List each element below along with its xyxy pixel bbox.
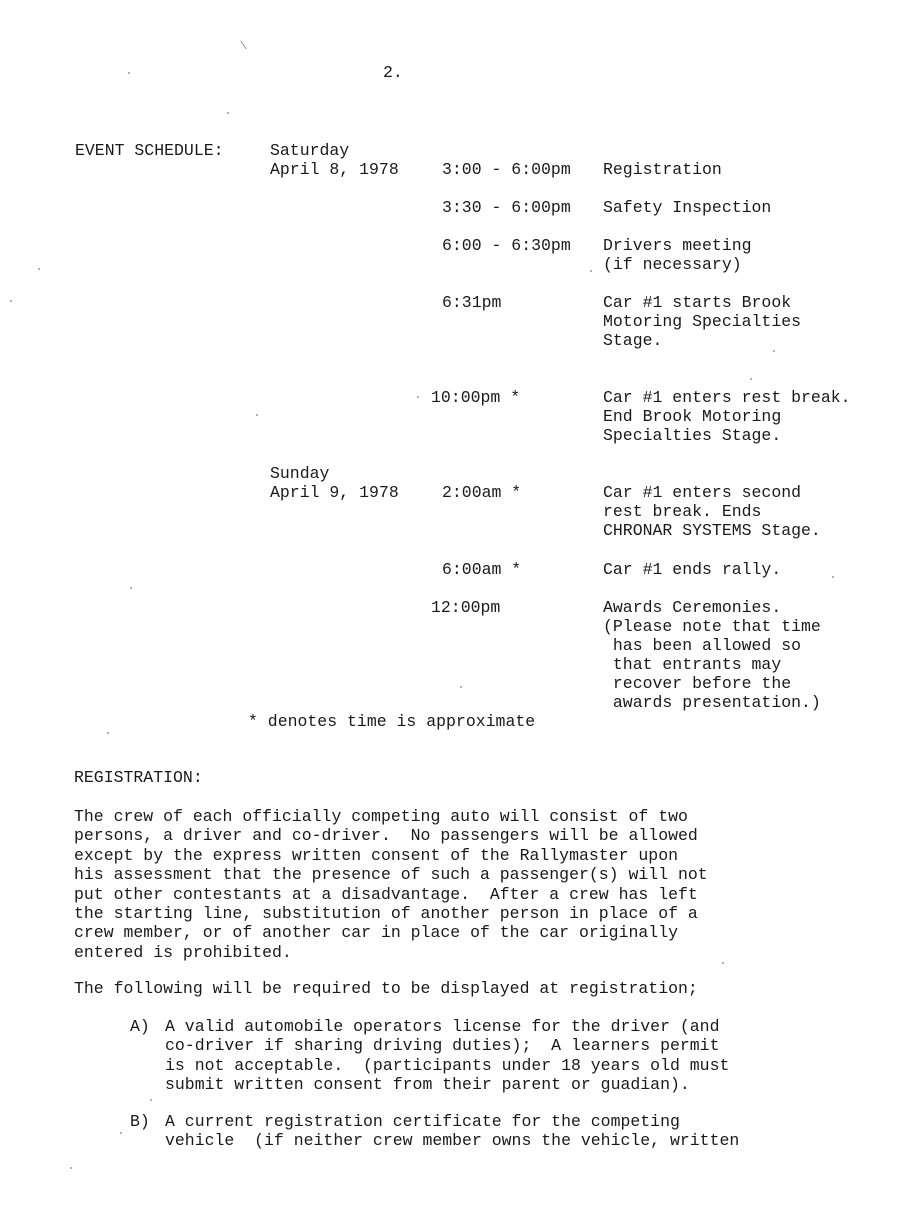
schedule-desc-8-line-2: (Please note that time (603, 617, 821, 636)
registration-paragraph-line: entered is prohibited. (74, 942, 292, 962)
schedule-desc-8-line-1: Awards Ceremonies. (603, 598, 782, 617)
registration-paragraph-line: except by the express written consent of the Rallymaster upon (74, 845, 678, 865)
scan-speck (256, 414, 258, 416)
item-a-line: co-driver if sharing driving duties); A learners permit (165, 1036, 720, 1056)
scan-speck (460, 686, 462, 688)
item-b-marker: B) (130, 1112, 150, 1131)
schedule-time-5: 10:00pm * (431, 388, 521, 407)
schedule-time-7: 6:00am * (442, 560, 522, 579)
schedule-time-4: 6:31pm (442, 293, 502, 312)
scan-speck (773, 350, 775, 352)
day1-date: April 8, 1978 (270, 160, 399, 179)
schedule-time-3: 6:00 - 6:30pm (442, 236, 571, 255)
schedule-desc-4-line-2: Motoring Specialties (603, 312, 802, 331)
item-b-text (165, 1112, 739, 1151)
scan-speck (150, 1099, 152, 1101)
schedule-desc-4-line-1: Car #1 starts Brook (603, 293, 792, 312)
item-a-text (165, 1017, 729, 1095)
page-number: 2. (383, 63, 403, 82)
scan-speck (832, 576, 834, 578)
item-b-line: A current registration certificate for the competing (165, 1112, 680, 1131)
item-a-line: is not acceptable. (participants under 18 years old must (165, 1055, 730, 1075)
scan-speck (107, 732, 109, 734)
day2-date: April 9, 1978 (270, 483, 399, 502)
schedule-desc-5-line-2: End Brook Motoring (603, 407, 782, 426)
schedule-desc-7: Car #1 ends rally. (603, 560, 782, 579)
day1-name: Saturday (270, 141, 350, 160)
registration-paragraph-line: put other contestants at a disadvantage. After a crew has left (74, 884, 698, 904)
schedule-desc-6-line-1: Car #1 enters second (603, 483, 802, 502)
scan-speck (227, 112, 229, 114)
item-a-marker: A) (130, 1017, 150, 1036)
schedule-desc-5-line-3: Specialties Stage. (603, 426, 782, 445)
registration-paragraph-line: persons, a driver and co-driver. No passengers will be allowed (74, 826, 698, 846)
item-a-line: submit written consent from their parent or guadian). (165, 1075, 690, 1095)
schedule-desc-8-line-5: recover before the (603, 674, 792, 693)
registration-heading: REGISTRATION: (74, 768, 203, 787)
scan-speck (130, 587, 132, 589)
schedule-desc-6-line-3: CHRONAR SYSTEMS Stage. (603, 521, 821, 540)
schedule-footnote: * denotes time is approximate (248, 712, 536, 731)
schedule-time-2: 3:30 - 6:00pm (442, 198, 571, 217)
scan-speck (10, 300, 12, 302)
schedule-desc-2: Safety Inspection (603, 198, 772, 217)
scan-speck (722, 962, 724, 964)
scan-speck (128, 72, 130, 74)
scan-speck (38, 268, 40, 270)
scan-speck (750, 378, 752, 380)
item-a-line: A valid automobile operators license for the driver (and (165, 1017, 720, 1036)
scan-speck (590, 270, 592, 272)
schedule-desc-1: Registration (603, 160, 722, 179)
schedule-desc-8-line-4: that entrants may (603, 655, 782, 674)
scan-speck (240, 41, 247, 50)
schedule-desc-6-line-2: rest break. Ends (603, 502, 762, 521)
item-b-line: vehicle (if neither crew member owns the vehicle, written (165, 1131, 740, 1151)
registration-paragraph-line: his assessment that the presence of such a passenger(s) will not (74, 865, 708, 885)
scan-speck (120, 1132, 122, 1134)
day2-name: Sunday (270, 464, 330, 483)
schedule-time-8: 12:00pm (431, 598, 501, 617)
schedule-heading: EVENT SCHEDULE: (75, 141, 224, 160)
required-intro: The following will be required to be displayed at registration; (74, 979, 698, 998)
schedule-time-6: 2:00am * (442, 483, 522, 502)
registration-paragraph-line: the starting line, substitution of another person in place of a (74, 904, 698, 924)
scan-speck (70, 1167, 72, 1169)
schedule-desc-8-line-3: has been allowed so (603, 636, 802, 655)
scan-speck (417, 396, 419, 398)
schedule-desc-8-line-6: awards presentation.) (603, 693, 821, 712)
schedule-desc-3-line-1: Drivers meeting (603, 236, 752, 255)
registration-paragraph (74, 807, 708, 962)
schedule-desc-5-line-1: Car #1 enters rest break. (603, 388, 851, 407)
registration-paragraph-line: crew member, or of another car in place of the car originally (74, 923, 678, 943)
registration-paragraph-line: The crew of each officially competing auto will consist of two (74, 807, 688, 826)
schedule-time-1: 3:00 - 6:00pm (442, 160, 571, 179)
schedule-desc-4-line-3: Stage. (603, 331, 663, 350)
schedule-desc-3-line-2: (if necessary) (603, 255, 742, 274)
